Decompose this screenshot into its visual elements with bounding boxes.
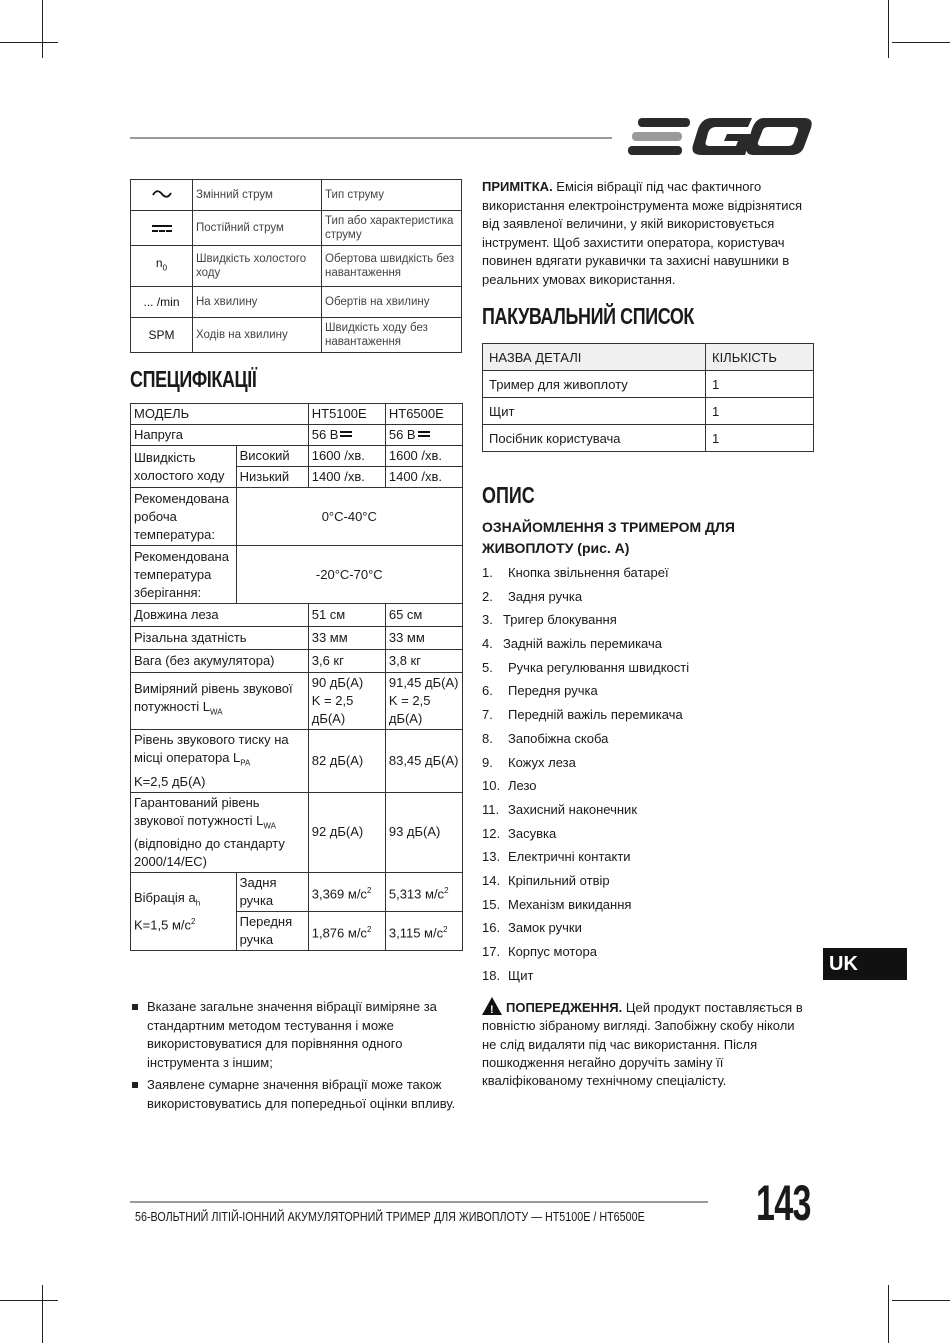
table-row [131,792,463,873]
spec-label: Рівень звукового тиску на місці оператора $L_{PA}$ K=2,5 дБ(A) [131,730,309,793]
spec-label: Довжина леза [131,604,309,627]
language-tab: UK [823,948,907,980]
crop-mark [0,1300,58,1301]
list-item: 18. Щит [482,967,534,983]
spec-label: Рекомендована температура зберігання: [131,546,237,604]
symbols-table [130,179,462,353]
parts-list [482,561,689,987]
spec-cell: 3,369 $м/с^2$ [308,873,385,912]
header-rule [130,137,612,139]
column-header: НАЗВА ДЕТАЛІ [483,344,706,371]
symbol-desc: Тип або характеристика струму [322,211,462,246]
spec-cell: 83,45 дБ(A) [385,730,462,793]
spec-cell: 56 В [308,425,385,446]
warning-block: ! ПОПЕРЕДЖЕННЯ. Цей продукт поставляється в повністю зібраному вигляді. Запобіжну скобу ніколи не слід видаляти під час використання. Після пошкодження негайно доручіть заміну її кваліфікованому технічному спеціалісту. [482,994,812,1090]
table-row [131,730,463,793]
spec-cell: 33 мм [308,627,385,650]
dc-icon [131,211,193,246]
spec-cell: 1600 /хв. [308,446,385,467]
table-row [483,425,814,452]
description-heading: ОПИС [482,482,535,508]
spec-cell: 65 см [385,604,462,627]
spec-label: Задня ручка [236,873,308,912]
list-item: 4. Задній важіль перемикача [482,636,663,652]
list-item: 17. Корпус мотора [482,944,597,959]
spec-cell: 1400 /хв. [308,467,385,488]
spec-cell: 3,8 кг [385,650,462,673]
table-row [131,546,463,604]
list-item: 15. Механізм викидання [482,896,632,912]
spec-cell: 3,115 $м/с^2$ [385,912,462,951]
spec-cell: 92 дБ(A) [308,792,385,873]
spec-label: Напруга [131,425,309,446]
list-item: Вказане загальне значення вібрації виміряне за стандартним методом тестування і може використовуватися для порівняння одного інструмента з іншим; [130,998,460,1072]
part-name: Посібник користувача [483,425,706,452]
crop-mark [892,42,950,43]
ac-wave-icon [131,180,193,211]
list-item: 1. Кнопка звільнення батареї [482,565,669,580]
symbol-meaning: Змінний струм [193,180,322,211]
symbol-n0: $n_0$ [131,246,193,287]
spec-cell: 82 дБ(A) [308,730,385,793]
spec-cell: -20°C-70°C [236,546,462,604]
packing-heading: ПАКУВАЛЬНИЙ СПИСОК [482,303,695,329]
spec-cell: 3,6 кг [308,650,385,673]
vibration-notes [130,998,460,1117]
description-subheading: ОЗНАЙОМЛЕННЯ З ТРИМЕРОМ ДЛЯ ЖИВОПЛОТУ (рис. A) [482,519,735,556]
spec-cell: 5,313 $м/с^2$ [385,873,462,912]
table-row [131,604,463,627]
list-item: 10. Лезо [482,778,537,794]
ego-logo [628,115,812,159]
spec-label: Низький [236,467,308,488]
spec-cell: HT5100E [308,404,385,425]
dc-icon [340,431,352,437]
spec-cell: 1400 /хв. [385,467,462,488]
part-name: Тример для живоплоту [483,371,706,398]
list-item: 6. Передня ручка [482,683,598,699]
spec-label: Виміряний рівень звукової потужності $L_{WA}$ [131,673,309,730]
list-item: Заявлене сумарне значення вібрації може також використовуватись для попередньої оцінки впливу. [130,1076,460,1113]
dc-icon [418,431,430,437]
symbol-desc: Швидкість ходу без навантаження [322,318,462,353]
part-name: Щит [483,398,706,425]
part-qty: 1 [706,371,814,398]
spec-cell: 56 В [385,425,462,446]
symbol-desc: Обертів на хвилину [322,287,462,318]
list-item: 12. Засувка [482,825,557,841]
part-qty: 1 [706,398,814,425]
crop-mark [42,0,43,58]
list-item: 14. Кріпильний отвір [482,872,610,888]
symbol-min: ... /min [131,287,193,318]
crop-mark [888,1285,889,1343]
symbol-spm: SPM [131,318,193,353]
spec-cell: 33 мм [385,627,462,650]
crop-mark [42,1285,43,1343]
table-row [483,371,814,398]
list-item: 16. Замок ручки [482,920,582,936]
spec-cell: 91,45 дБ(A) K = 2,5 дБ(A) [385,673,462,730]
spec-cell: 1,876 $м/с^2$ [308,912,385,951]
symbol-meaning: Ходів на хвилину [193,318,322,353]
bullet-icon [132,1004,138,1010]
column-header: КІЛЬКІСТЬ [706,344,814,371]
list-item: 3. Тригер блокування [482,612,617,628]
list-item: 7. Передній важіль перемикача [482,707,683,723]
table-row [131,873,463,912]
page-number: 143 [756,1175,811,1231]
spec-label: МОДЕЛЬ [131,404,309,425]
list-item: 9. Кожух леза [482,754,576,770]
spec-label: Швидкість холостого ходу [131,446,237,488]
table-row [131,650,463,673]
spec-cell: 51 см [308,604,385,627]
table-row [483,398,814,425]
spec-cell: 90 дБ(A) K = 2,5 дБ(A) [308,673,385,730]
table-row [131,404,463,425]
spec-label: Передня ручка [236,912,308,951]
crop-mark [0,42,58,43]
symbol-meaning: Постійний струм [193,211,322,246]
list-item: 2. Задня ручка [482,588,583,604]
spec-cell: 0°C-40°C [236,488,462,546]
symbol-meaning: На хвилину [193,287,322,318]
footer-rule [130,1201,708,1203]
table-row [131,446,463,467]
spec-cell: 1600 /хв. [385,446,462,467]
warning-icon: ! [482,997,502,1015]
table-row [131,627,463,650]
packing-table [482,343,814,452]
part-qty: 1 [706,425,814,452]
spec-table [130,403,463,951]
footer-title: 56-ВОЛЬТНИЙ ЛІТІЙ-ІОННИЙ АКУМУЛЯТОРНИЙ ТРИМЕР ДЛЯ ЖИВОПЛОТУ — HT5100E / HT6500E [135,1210,645,1224]
symbol-desc: Обертова швидкість без навантаження [322,246,462,287]
table-row [131,425,463,446]
spec-label: Різальна здатність [131,627,309,650]
spec-label: Вібрація $a_h$ K=1,5 $м/с^2$ [131,873,237,951]
table-row [131,180,462,211]
crop-mark [892,1300,950,1301]
symbol-desc: Тип струму [322,180,462,211]
spec-label: Високий [236,446,308,467]
table-row [131,211,462,246]
crop-mark [888,0,889,58]
list-item: 5. Ручка регулювання швидкості [482,659,690,675]
table-row [131,318,462,353]
bullet-icon [132,1082,138,1088]
list-item: 8. Запобіжна скоба [482,730,609,746]
symbol-meaning: Швидкість холостого ходу [193,246,322,287]
table-header-row [483,344,814,371]
list-item: 13. Електричні контакти [482,849,631,865]
spec-label: Вага (без акумулятора) [131,650,309,673]
spec-label: Гарантований рівень звукової потужності $L_{WA}$ (відповідно до стандарту 2000/14/EC) [131,792,309,873]
spec-cell: HT6500E [385,404,462,425]
table-row [131,246,462,287]
table-row [131,673,463,730]
table-row [131,488,463,546]
table-row [131,287,462,318]
spec-label: Рекомендована робоча температура: [131,488,237,546]
vibration-note: ПРИМІТКА. Емісія вібрації під час фактичного використання електроінструмента може відрізнятися від заявленої величини, у якій використовується інструмент. Щоб захистити оператора, користувач повинен вдягати рукавички та захисні навушники в реальних умовах використання. [482,179,803,287]
list-item: 11. Захисний наконечник [482,801,638,817]
spec-heading: СПЕЦИФІКАЦІЇ [130,366,257,392]
spec-cell: 93 дБ(A) [385,792,462,873]
